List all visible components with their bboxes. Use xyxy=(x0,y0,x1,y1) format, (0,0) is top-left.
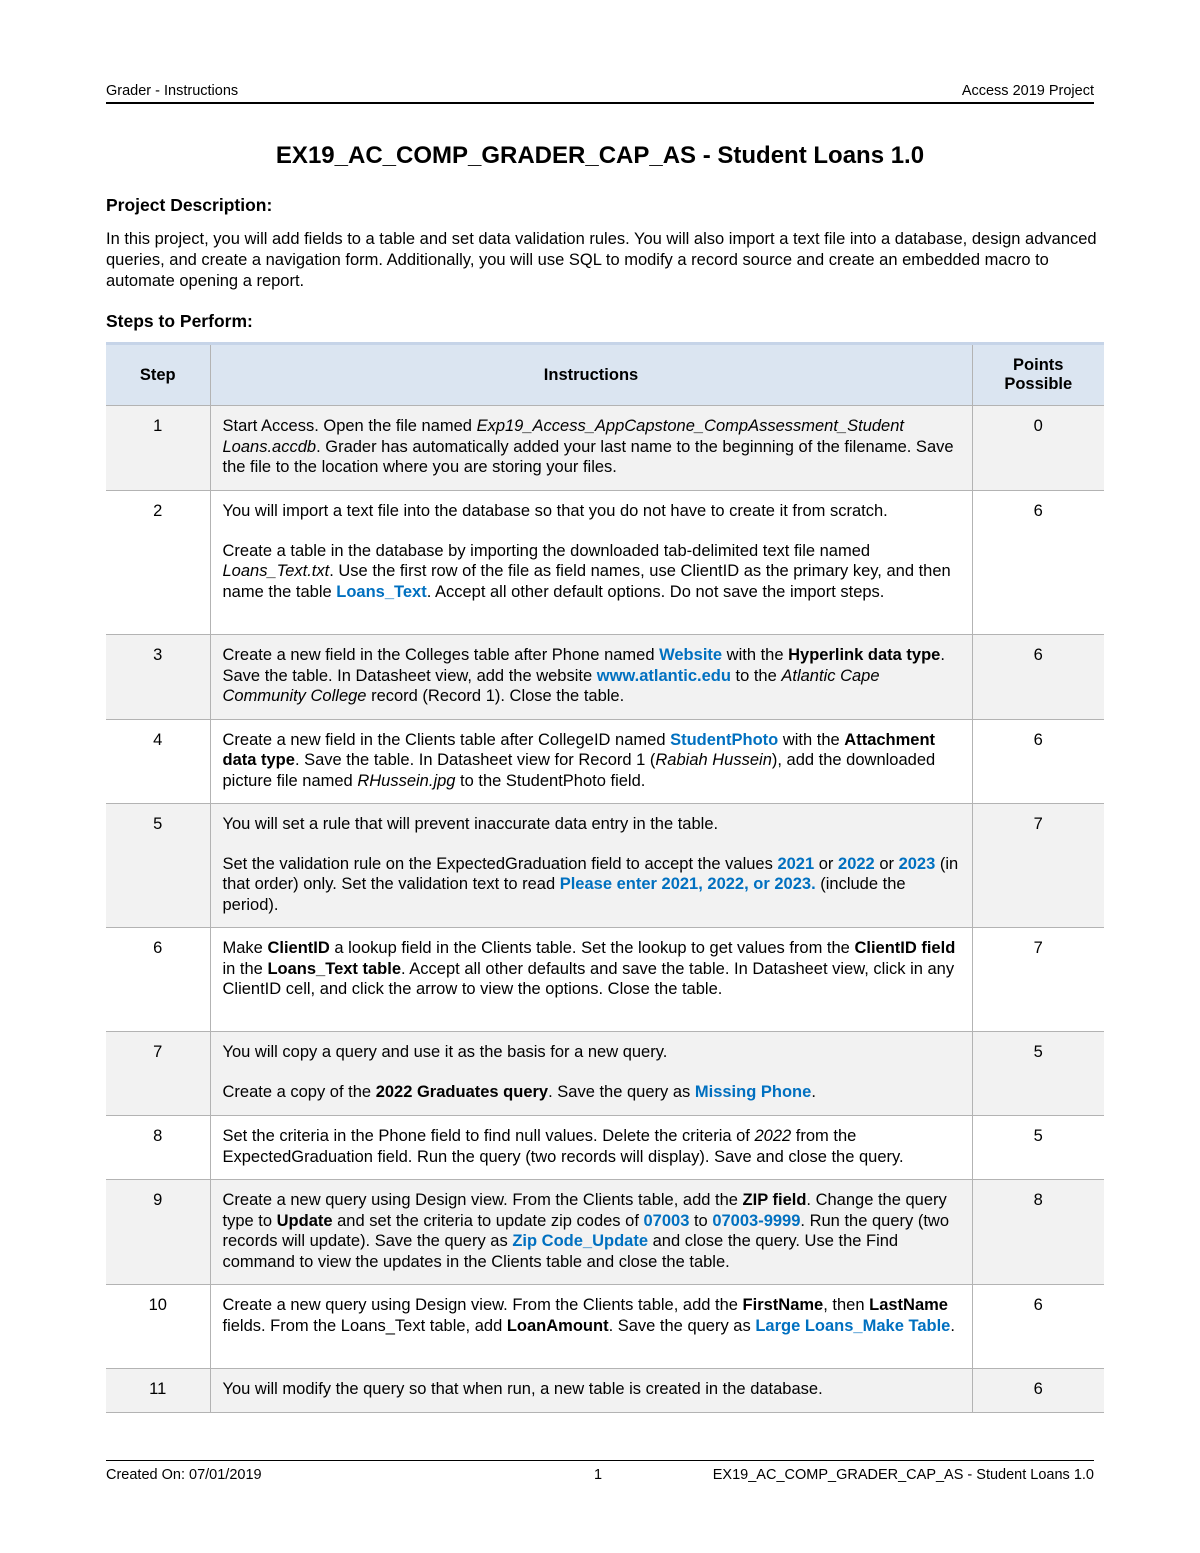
step-points: 8 xyxy=(972,1180,1104,1285)
step-number: 3 xyxy=(106,635,210,720)
step-number: 8 xyxy=(106,1116,210,1180)
step-instructions: Create a new field in the Clients table after CollegeID named StudentPhoto with the Attachment data type. Save the table. In Datasheet view for Record 1 (Rabiah Hussein), add the downloaded picture file named RHussein.jpg to the StudentPhoto field. xyxy=(210,719,972,804)
step-points: 7 xyxy=(972,804,1104,928)
step-points: 6 xyxy=(972,1285,1104,1369)
step-instructions: Make ClientID a lookup field in the Clients table. Set the lookup to get values from the ClientID field in the Loans_Text table. Accept all other defaults and save the table. In Datasheet view, click in any ClientID cell, and click the arrow to view the options. Close the table. xyxy=(210,928,972,1032)
table-row xyxy=(106,1285,1104,1369)
step-number: 6 xyxy=(106,928,210,1032)
step-points: 5 xyxy=(972,1032,1104,1116)
table-row xyxy=(106,804,1104,928)
step-instructions: You will import a text file into the database so that you do not have to create it from scratch. Create a table in the database by importing the downloaded tab-delimited text file named Loans_Text.txt. Use the first row of the file as field names, use ClientID as the primary key, and then name the table Loans_Text. Accept all other default options. Do not save the import steps. xyxy=(210,491,972,635)
step-instructions: Create a new query using Design view. From the Clients table, add the ZIP field. Change the query type to Update and set the criteria to update zip codes of 07003 to 07003-9999. Run the query (two records will update). Save the query as Zip Code_Update and close the query. Use the Find command to view the updates in the Clients table and close the table. xyxy=(210,1180,972,1285)
step-number: 11 xyxy=(106,1369,210,1413)
step-number: 2 xyxy=(106,491,210,635)
step-number: 4 xyxy=(106,719,210,804)
table-row xyxy=(106,635,1104,720)
step-column-header: Step xyxy=(106,344,210,406)
project-description-text: In this project, you will add fields to a table and set data validation rules. You will also import a text file into a database, design advanced queries, and create a navigation form. Additionally, you will use SQL to modify a record source and create an embedded macro to automate opening a report. xyxy=(106,230,1097,290)
table-row xyxy=(106,1116,1104,1180)
step-number: 7 xyxy=(106,1032,210,1116)
step-number: 5 xyxy=(106,804,210,928)
step-instructions: You will copy a query and use it as the basis for a new query. Create a copy of the 2022 Graduates query. Save the query as Missing Phone. xyxy=(210,1032,972,1116)
step-points: 7 xyxy=(972,928,1104,1032)
header-right-text: Access 2019 Project xyxy=(961,83,1094,99)
step-points: 6 xyxy=(972,491,1104,635)
table-row xyxy=(106,491,1104,635)
step-instructions: Set the criteria in the Phone field to find null values. Delete the criteria of 2022 from the ExpectedGraduation field. Run the query (two records will display). Save and close the query. xyxy=(210,1116,972,1180)
step-instructions: You will modify the query so that when run, a new table is created in the database. xyxy=(210,1369,972,1413)
header-left-text: Grader - Instructions xyxy=(106,83,239,99)
steps-heading: Steps to Perform: xyxy=(106,311,253,331)
footer-document-id: EX19_AC_COMP_GRADER_CAP_AS - Student Loans 1.0 xyxy=(712,1467,1094,1483)
step-instructions: Start Access. Open the file named Exp19_Access_AppCapstone_CompAssessment_Student Loans.accdb. Grader has automatically added your last name to the beginning of the filename. Save the file to the location where you are storing your files. xyxy=(210,406,972,491)
page-header xyxy=(106,83,1094,104)
step-points: 5 xyxy=(972,1116,1104,1180)
points-column-header: Points Possible xyxy=(972,344,1104,406)
table-header-row xyxy=(106,344,1104,406)
step-number: 1 xyxy=(106,406,210,491)
step-instructions: Create a new field in the Colleges table after Phone named Website with the Hyperlink data type. Save the table. In Datasheet view, add the website www.atlantic.edu to the Atlantic Cape Community College record (Record 1). Close the table. xyxy=(210,635,972,720)
step-points: 6 xyxy=(972,1369,1104,1413)
step-points: 0 xyxy=(972,406,1104,491)
step-points: 6 xyxy=(972,719,1104,804)
footer-page-number: 1 xyxy=(594,1467,603,1483)
step-instructions: You will set a rule that will prevent inaccurate data entry in the table. Set the validation rule on the ExpectedGraduation field to accept the values 2021 or 2022 or 2023 (in that order) only. Set the validation text to read Please enter 2021, 2022, or 2023. (include the period). xyxy=(210,804,972,928)
step-instructions: Create a new query using Design view. From the Clients table, add the FirstName, then LastName fields. From the Loans_Text table, add LoanAmount. Save the query as Large Loans_Make Table. xyxy=(210,1285,972,1369)
project-description-heading: Project Description: xyxy=(106,195,273,215)
table-row xyxy=(106,406,1104,491)
instructions-column-header: Instructions xyxy=(210,344,972,406)
table-row xyxy=(106,1369,1104,1413)
table-row xyxy=(106,1032,1104,1116)
footer-created-date: Created On: 07/01/2019 xyxy=(106,1467,262,1483)
table-row xyxy=(106,719,1104,804)
document-title: EX19_AC_COMP_GRADER_CAP_AS - Student Loans 1.0 xyxy=(275,142,925,169)
step-number: 10 xyxy=(106,1285,210,1369)
table-row xyxy=(106,928,1104,1032)
step-points: 6 xyxy=(972,635,1104,720)
step-number: 9 xyxy=(106,1180,210,1285)
steps-table xyxy=(106,342,1104,1413)
table-row xyxy=(106,1180,1104,1285)
page-footer xyxy=(106,1460,1094,1483)
